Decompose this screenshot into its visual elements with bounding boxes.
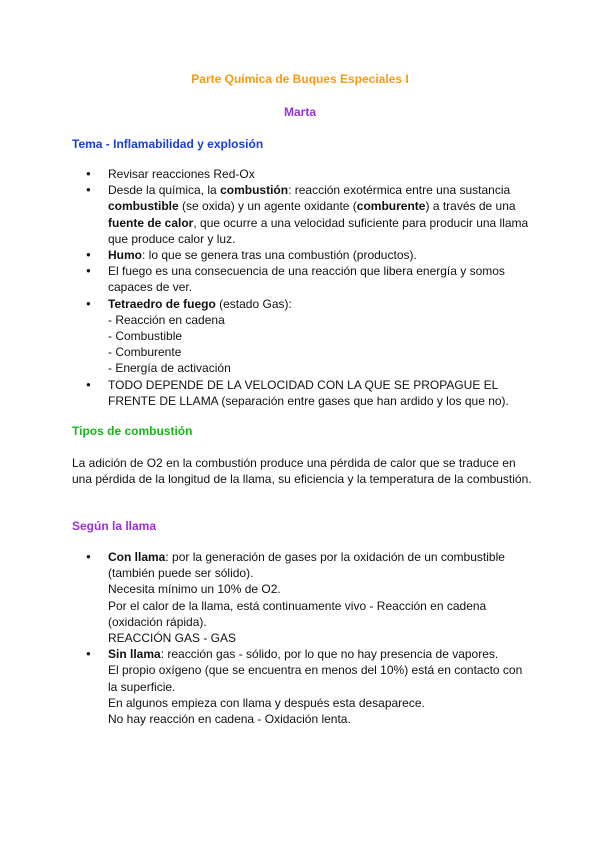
item-text: , que ocurre a una velocidad suficiente para producir una llama que produce calor y luz. [108,215,529,246]
term-fuente-de-calor: fuente de calor [108,215,194,230]
sub-line: El propio oxígeno (que se encuentra en menos del 10%) está en contacto con la superficie. [108,663,523,694]
sub-line: - Comburente [108,345,182,360]
sub-line: No hay reacción en cadena - Oxidación lenta. [108,712,351,727]
sub-line: - Energía de activación [108,361,231,376]
sub-line: En algunos empieza con llama y después esta desaparece. [108,695,425,710]
list-item [72,296,532,377]
list-item [72,263,532,295]
list-item [72,377,532,409]
term-tetraedro: Tetraedro de fuego [108,296,216,311]
sub-line: Por el calor de la llama, está continuamente vivo - Reacción en cadena (oxidación rápida). [108,598,487,629]
term-combustion: combustión [220,183,289,198]
bullet-list-inflamabilidad [72,166,532,409]
term-combustible: combustible [108,199,179,214]
item-text: (se oxida) y un agente oxidante ( [178,199,357,214]
term-comburente: comburente [356,199,426,214]
list-item [72,646,532,727]
section-heading-inflamabilidad: Tema - Inflamabilidad y explosión [72,137,264,151]
item-text: : por la generación de gases por la oxidación de un combustible (también puede ser sólido). [108,550,505,581]
term-humo: Humo [108,248,142,263]
list-item [72,247,532,263]
term-sin-llama: Sin llama [108,647,161,662]
sub-line: REACCIÓN GAS - GAS [108,631,237,646]
item-text: ) a través de una [425,199,516,214]
item-text: Revisar reacciones Red-Ox [108,167,255,181]
document-title: Parte Química de Buques Especiales I [191,72,409,86]
term-con-llama: Con llama [108,550,166,564]
list-item [72,182,532,247]
item-text: : reacción gas - sólido, por lo que no hay presencia de vapores. [160,647,499,662]
item-text: Desde la química, la [108,183,221,198]
list-item [72,549,532,646]
sub-line: - Reacción en cadena [108,312,225,327]
list-item [72,166,532,182]
author-name: Marta [283,105,316,119]
item-text: (estado Gas): [215,296,292,311]
item-text: TODO DEPENDE DE LA VELOCIDAD CON LA QUE SE PROPAGUE EL FRENTE DE LLAMA (separación entre gases que han ardido y los que no). [108,377,509,408]
bullet-list-segun-llama [72,549,532,727]
item-text: : lo que se genera tras una combustión (productos). [142,248,417,263]
sub-line: Necesita mínimo un 10% de O2. [108,582,281,597]
section-heading-segun-llama: Según la llama [72,519,157,533]
item-text: : reacción exotérmica entre una sustancia [288,183,511,198]
item-text: El fuego es una consecuencia de una reacción que libera energía y somos capaces de ver. [108,264,505,295]
paragraph-tipos-combustion: La adición de O2 en la combustión produce una pérdida de calor que se traduce en una pérdida de la longitud de la llama, su eficiencia y la temperatura de la combustión. [72,456,532,487]
section-heading-tipos-combustion: Tipos de combustión [72,424,193,438]
sub-line: - Combustible [108,329,183,344]
